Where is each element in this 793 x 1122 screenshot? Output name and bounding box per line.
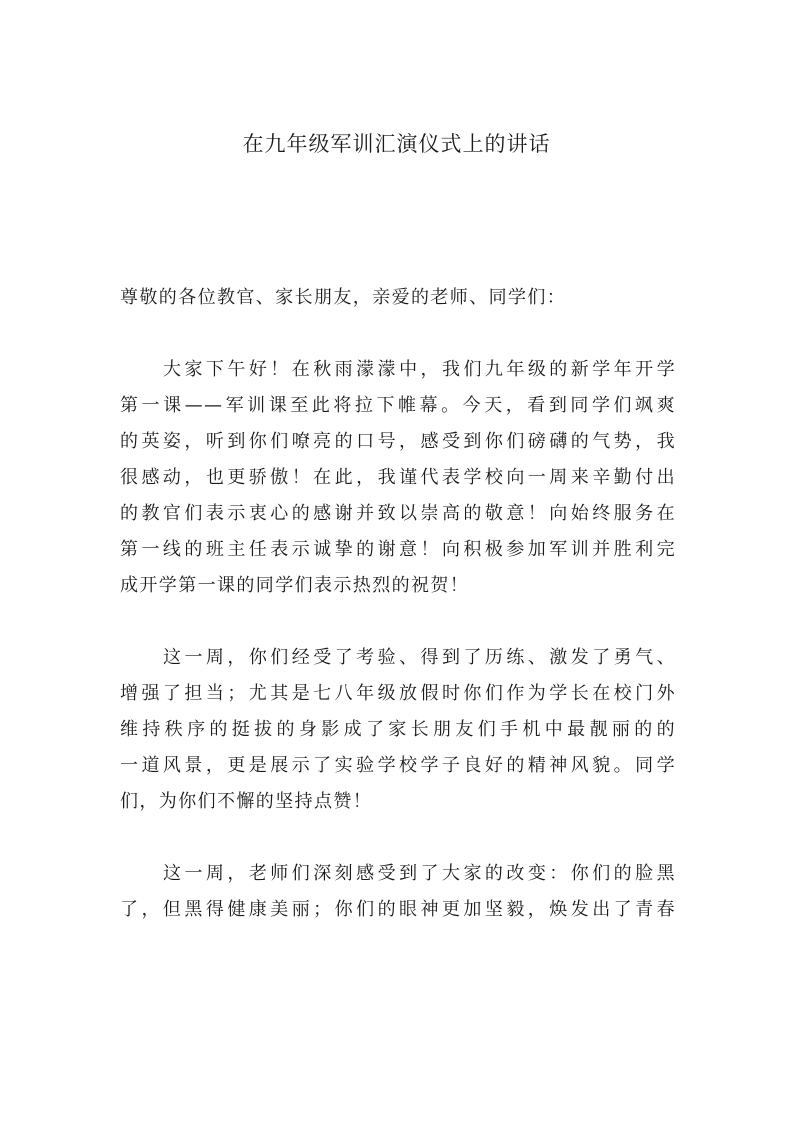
paragraph-line: 第一线的班主任表示诚挚的谢意！向积极参加军训并胜利完: [120, 539, 676, 560]
paragraph-2: [120, 640, 676, 820]
paragraph-line: 的英姿，听到你们嘹亮的口号，感受到你们磅礴的气势，我: [120, 431, 676, 452]
paragraph-line: 维持秩序的挺拔的身影成了家长朋友们手机中最靓丽的的: [120, 719, 676, 740]
paragraph-line: 的教官们表示衷心的感谢并致以崇高的敬意！向始终服务在: [120, 503, 676, 524]
document-title: 在九年级军训汇演仪式上的讲话: [242, 132, 551, 156]
paragraph-line: 一道风景，更是展示了实验学校学子良好的精神风貌。同学: [120, 755, 676, 776]
salutation: 尊敬的各位教官、家长朋友，亲爱的老师、同学们：: [120, 287, 567, 308]
paragraph-line: 这一周，老师们深刻感受到了大家的改变：你们的脸黑: [163, 863, 676, 884]
paragraph-line: 大家下午好！在秋雨濛濛中，我们九年级的新学年开学: [163, 359, 676, 380]
paragraph-1: [120, 352, 676, 604]
paragraph-line: 这一周，你们经受了考验、得到了历练、激发了勇气、: [163, 647, 676, 668]
paragraph-line: 第一课——军训课至此将拉下帷幕。今天，看到同学们飒爽: [120, 395, 676, 416]
paragraph-line: 了，但黑得健康美丽；你们的眼神更加坚毅，焕发出了青春: [120, 899, 676, 920]
paragraph-line: 们，为你们不懈的坚持点赞！: [120, 791, 373, 812]
paragraph-line: 增强了担当；尤其是七八年级放假时你们作为学长在校门外: [120, 683, 676, 704]
paragraph-line: 很感动，也更骄傲！在此，我谨代表学校向一周来辛勤付出: [120, 467, 676, 488]
paragraph-3: [120, 856, 676, 928]
document-body: [120, 280, 676, 964]
paragraph-line: 成开学第一课的同学们表示热烈的祝贺！: [120, 575, 470, 596]
